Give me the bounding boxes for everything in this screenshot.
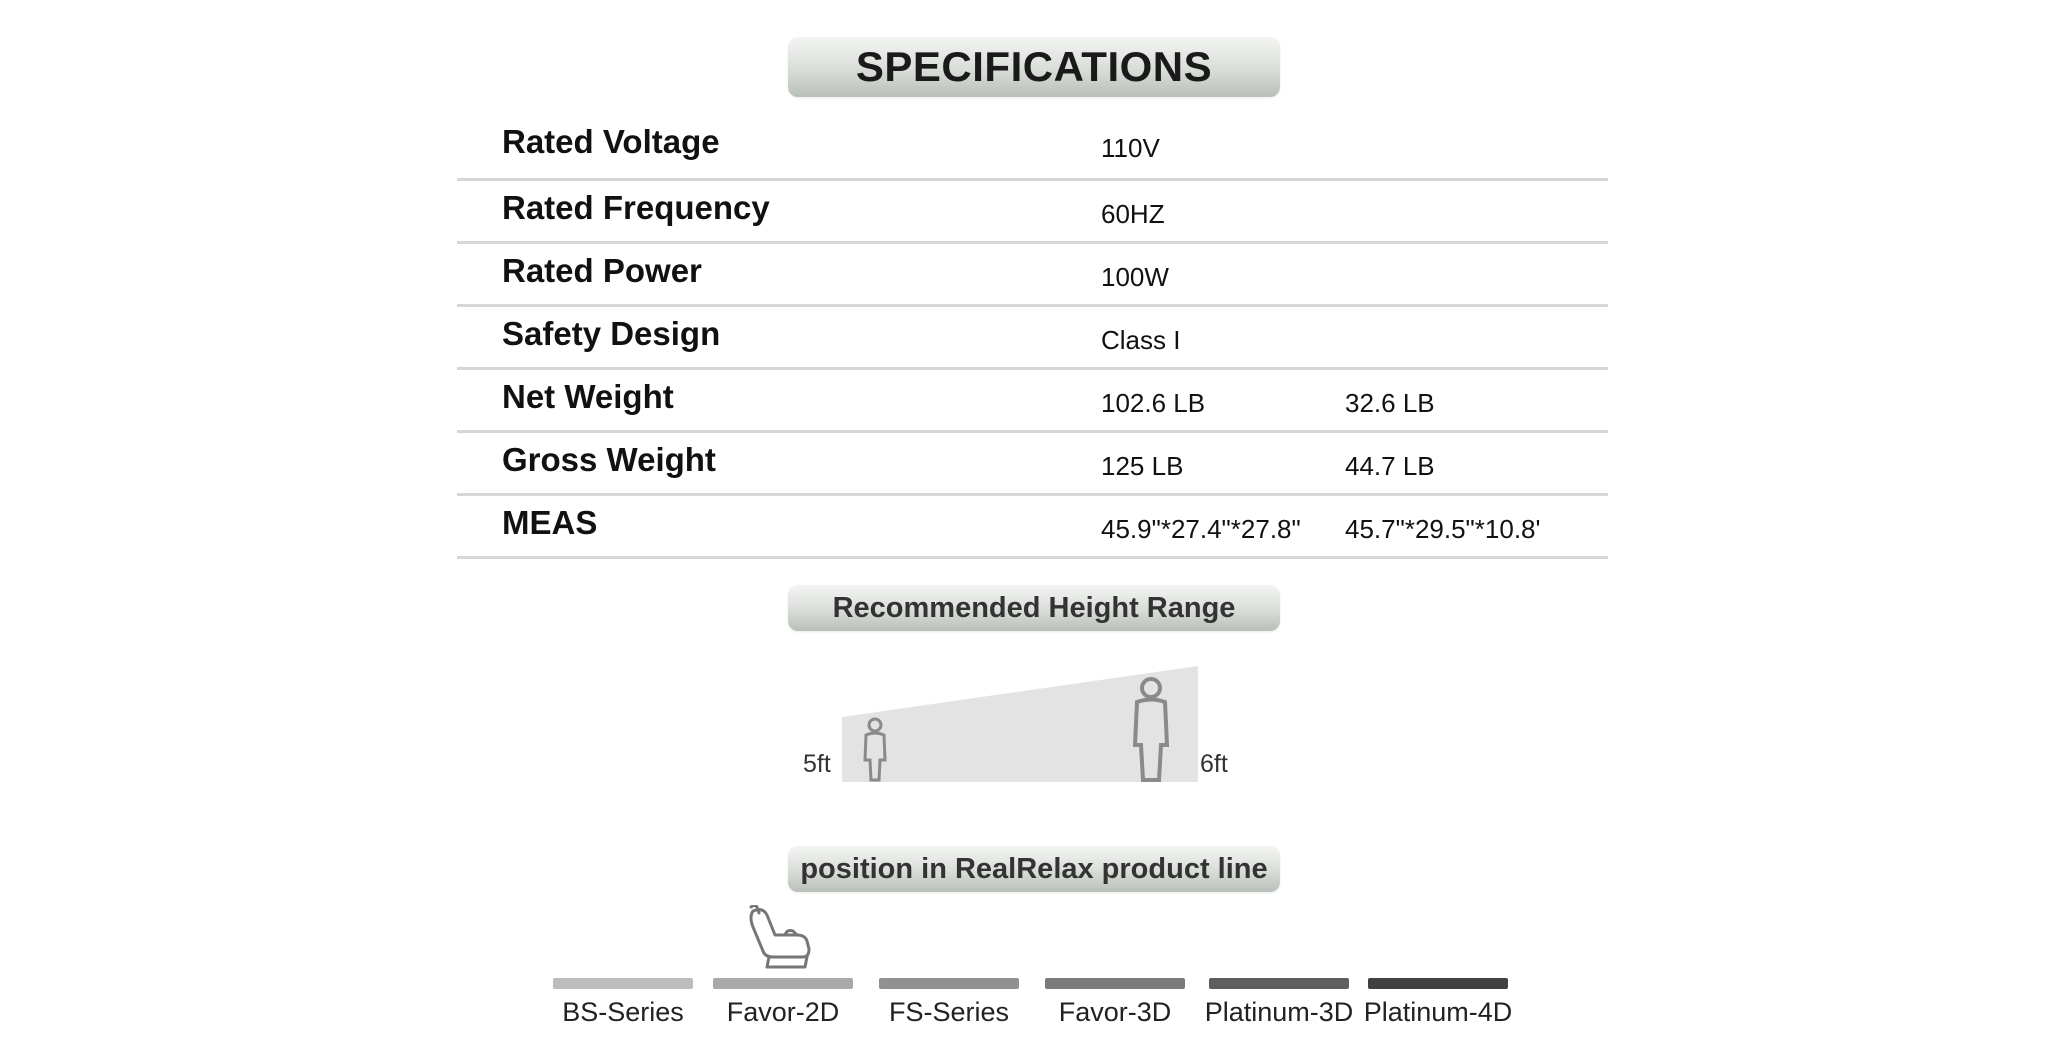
spec-row-gross-weight xyxy=(457,433,1608,496)
series-label: Platinum-3D xyxy=(1204,997,1354,1027)
spec-row-rated-power xyxy=(457,244,1608,307)
spec-value-secondary: 32.6 LB xyxy=(1345,388,1435,418)
series-fs xyxy=(879,978,1019,1028)
series-platinum-4d xyxy=(1363,978,1513,1028)
series-bar xyxy=(553,978,693,989)
specifications-title: SPECIFICATIONS xyxy=(788,37,1280,97)
series-bar xyxy=(1368,978,1508,989)
spec-value-primary: 110V xyxy=(1101,133,1160,163)
spec-label: Net Weight xyxy=(502,378,674,415)
series-label: FS-Series xyxy=(888,997,1010,1027)
spec-value-primary: 102.6 LB xyxy=(1101,388,1206,418)
spec-row-rated-voltage xyxy=(457,115,1608,181)
spec-row-net-weight xyxy=(457,370,1608,433)
spec-value-secondary: 44.7 LB xyxy=(1345,451,1435,481)
spec-label: MEAS xyxy=(502,504,598,541)
product-line-title: position in RealRelax product line xyxy=(788,846,1280,892)
series-label: BS-Series xyxy=(562,997,684,1027)
spec-row-rated-frequency xyxy=(457,181,1608,244)
spec-label: Rated Power xyxy=(502,252,702,289)
series-label: Favor-2D xyxy=(726,997,840,1027)
series-platinum-3d xyxy=(1204,978,1354,1028)
spec-value-primary: 125 LB xyxy=(1101,451,1184,481)
series-favor-3d xyxy=(1045,978,1185,1028)
series-favor-2d xyxy=(713,978,853,1028)
spec-value-primary: 60HZ xyxy=(1101,199,1165,229)
spec-value-secondary: 45.7"*29.5"*10.8' xyxy=(1345,514,1541,544)
spec-label: Gross Weight xyxy=(502,441,716,478)
series-bs xyxy=(553,978,693,1028)
series-bar xyxy=(879,978,1019,989)
series-label: Platinum-4D xyxy=(1363,997,1513,1027)
series-bar xyxy=(1045,978,1185,989)
height-range-title: Recommended Height Range xyxy=(788,585,1280,631)
series-bar xyxy=(713,978,853,989)
height-max-label: 6ft xyxy=(1200,750,1228,778)
spec-label: Rated Voltage xyxy=(502,123,720,160)
spec-label: Safety Design xyxy=(502,315,721,352)
spec-row-safety-design xyxy=(457,307,1608,370)
series-bar xyxy=(1209,978,1349,989)
product-line xyxy=(0,900,2048,1040)
spec-table xyxy=(457,115,1608,559)
spec-row-meas xyxy=(457,496,1608,559)
spec-value-primary: Class I xyxy=(1101,325,1181,355)
spec-label: Rated Frequency xyxy=(502,189,770,226)
height-range-figure xyxy=(790,655,1250,795)
height-min-label: 5ft xyxy=(803,750,831,778)
series-label: Favor-3D xyxy=(1058,997,1172,1027)
spec-value-primary: 100W xyxy=(1101,262,1169,292)
spec-value-primary: 45.9"*27.4"*27.8" xyxy=(1101,514,1301,544)
